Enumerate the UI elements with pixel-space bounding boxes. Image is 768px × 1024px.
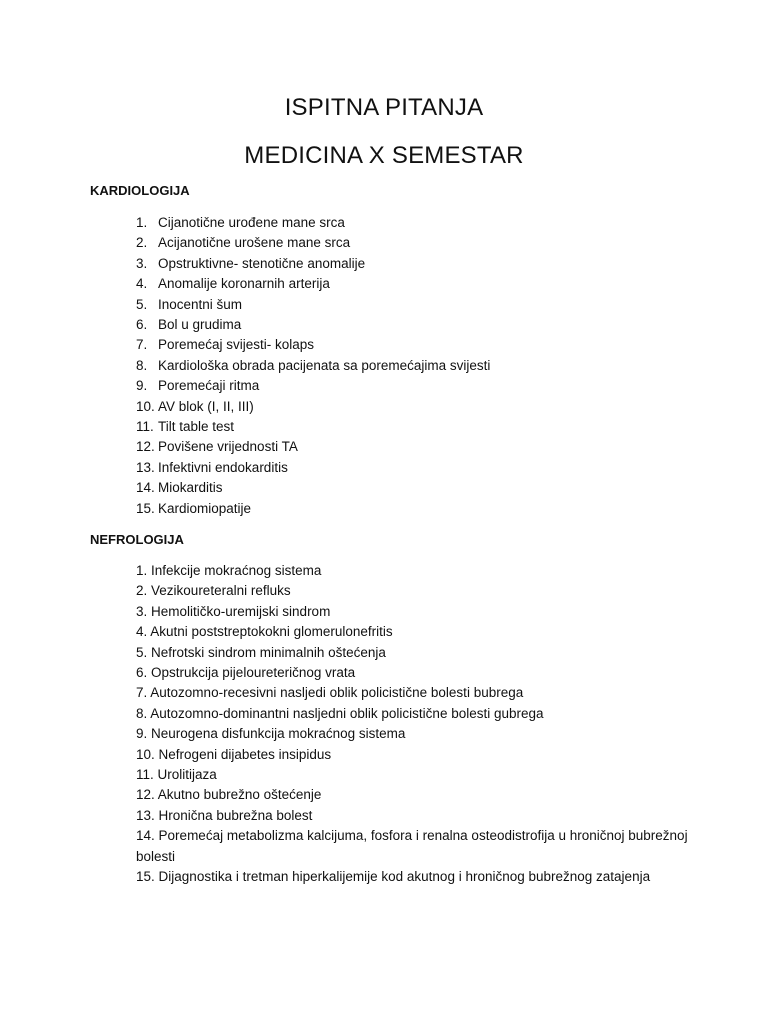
list-item-text: Tilt table test <box>158 419 235 435</box>
list-item-number: 8. <box>136 357 148 373</box>
document-subtitle: MEDICINA X SEMESTAR <box>244 142 524 169</box>
list-item-text: Autozomno-recesivni nasljedi oblik policistične bolesti bubrega <box>150 685 524 701</box>
list-item-text: Autozomno-dominantni nasljedni oblik policistične bolesti gubrega <box>150 705 544 721</box>
list-item <box>136 663 696 683</box>
list-item-number: 14. <box>136 480 155 496</box>
list-item <box>136 356 490 376</box>
list-item <box>136 397 490 417</box>
list-item-text: Neurogena disfunkcija mokraćnog sistema <box>151 726 406 742</box>
list-item-text: Urolitijaza <box>157 767 217 783</box>
list-item <box>136 315 490 335</box>
list-item-text: Povišene vrijednosti TA <box>158 439 298 455</box>
list-item-text: Hronična bubrežna bolest <box>158 807 313 823</box>
list-item <box>136 683 696 703</box>
list-item-number: 2. <box>136 583 148 599</box>
list-item-text: Miokarditis <box>158 480 223 496</box>
list-item <box>136 622 696 642</box>
list-item <box>136 376 490 396</box>
list-item <box>136 724 696 744</box>
list-item-number: 2. <box>136 235 148 251</box>
list-item-text: Opstruktivne- stenotične anomalije <box>158 255 366 271</box>
list-item-text: Acijanotične urošene mane srca <box>158 235 351 251</box>
list-item <box>136 499 490 519</box>
list-item-text: AV blok (I, II, III) <box>158 398 254 414</box>
list-item-number: 9. <box>136 378 148 394</box>
list-item-number: 11. <box>136 419 154 435</box>
list-item <box>136 806 696 826</box>
list-item-text: Kardiomiopatije <box>158 500 252 516</box>
list-item-number: 5. <box>136 296 148 312</box>
list-item <box>136 826 696 867</box>
list-item <box>136 478 490 498</box>
list-item-text: Inocentni šum <box>158 296 243 312</box>
list-item-number: 4. <box>136 276 148 292</box>
section-heading-nefrologija: NEFROLOGIJA <box>90 532 184 547</box>
list-item <box>136 643 696 663</box>
section-heading-kardiologija: KARDIOLOGIJA <box>90 183 190 198</box>
kardiologija-question-list <box>136 213 490 519</box>
list-item-number: 7. <box>136 337 148 353</box>
list-item-text: Akutno bubrežno oštećenje <box>157 787 322 803</box>
list-item-number: 1. <box>136 563 148 578</box>
list-item <box>136 458 490 478</box>
list-item-text: Vezikoureteralni refluks <box>151 583 291 599</box>
list-item-text: Bol u grudima <box>158 317 242 333</box>
list-item-number: 13. <box>136 459 155 475</box>
list-item-number: 14. <box>136 828 155 844</box>
list-item <box>136 581 696 601</box>
list-item-text: Poremećaj svijesti- kolaps <box>158 337 315 353</box>
list-item-number: 13. <box>136 807 155 823</box>
list-item <box>136 867 696 887</box>
list-item-number: 8. <box>136 705 148 721</box>
list-item-number: 7. <box>136 685 148 701</box>
list-item-number: 1. <box>136 215 148 230</box>
list-item <box>136 417 490 437</box>
list-item <box>136 213 490 233</box>
list-item-text: Nefrotski sindrom minimalnih oštećenja <box>151 644 386 660</box>
list-item-text: Poremećaji ritma <box>158 378 260 394</box>
list-item-text: Akutni poststreptokokni glomerulonefritis <box>150 624 393 640</box>
list-item <box>136 785 696 805</box>
list-item-number: 10. <box>136 746 155 762</box>
list-item-number: 11. <box>136 767 154 783</box>
list-item-text: Hemolitičko-uremijski sindrom <box>151 603 331 619</box>
list-item-number: 9. <box>136 726 148 742</box>
list-item-number: 15. <box>136 500 155 516</box>
list-item-number: 6. <box>136 317 148 333</box>
list-item-number: 5. <box>136 644 148 660</box>
list-item-text: Nefrogeni dijabetes insipidus <box>158 746 332 762</box>
list-item-number: 10. <box>136 398 155 414</box>
list-item <box>136 704 696 724</box>
list-item-text: Kardiološka obrada pacijenata sa poremećajima svijesti <box>158 357 491 373</box>
list-item-text: Opstrukcija pijeloureteričnog vrata <box>151 665 356 681</box>
list-item <box>136 233 490 253</box>
list-item-number: 12. <box>136 787 155 803</box>
list-item-number: 12. <box>136 439 155 455</box>
list-item-number: 3. <box>136 255 148 271</box>
list-item <box>136 437 490 457</box>
list-item <box>136 274 490 294</box>
list-item <box>136 745 696 765</box>
list-item <box>136 295 490 315</box>
list-item <box>136 254 490 274</box>
list-item-number: 6. <box>136 665 148 681</box>
list-item <box>136 765 696 785</box>
list-item-number: 3. <box>136 603 148 619</box>
list-item-number: 4. <box>136 624 148 640</box>
list-item-text: Anomalije koronarnih arterija <box>158 276 330 292</box>
list-item-text: Poremećaj metabolizma kalcijuma, fosfora i renalna osteodistrofija u hroničnoj bubrežnoj bolesti <box>136 828 688 864</box>
list-item <box>136 561 696 581</box>
list-item-number: 15. <box>136 869 155 885</box>
list-item <box>136 335 490 355</box>
list-item-text: Dijagnostika i tretman hiperkalijemije kod akutnog i hroničnog bubrežnog zatajenja <box>158 869 651 885</box>
document-title: ISPITNA PITANJA <box>284 94 484 121</box>
nefrologija-question-list <box>136 561 696 888</box>
list-item-text: Cijanotične urođene mane srca <box>158 215 345 230</box>
list-item-text: Infektivni endokarditis <box>158 459 288 475</box>
list-item-text: Infekcije mokraćnog sistema <box>151 563 322 578</box>
list-item <box>136 602 696 622</box>
